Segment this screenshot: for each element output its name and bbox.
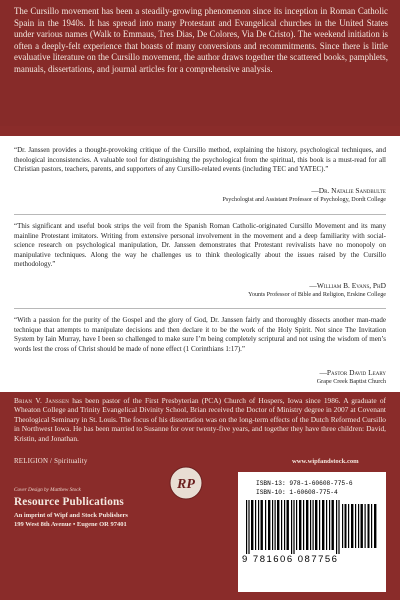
endorser-name-2: —William B. Evans, PhD [309,281,386,290]
endorser-title-2: Younts Professor of Bible and Religion, Erskine College [248,292,386,298]
price-barcode-icon [342,500,378,548]
publisher-name: Resource Publications [14,496,124,508]
divider [14,308,386,309]
author-bio [14,396,386,443]
cover-design-credit: Cover Design by Matthew Stock [14,487,81,493]
publisher-logo-icon [169,466,203,500]
endorsement-quote-3: “With a passion for the purity of the Gospel and the glory of God, Dr. Janssen fairly and thoroughly dissects another man-made technique that attempts to manipulate decisions and then declare it to be the work of the Holy Spirit. Not since The Invitation System by Iain Murray, have I been so challenged to make sure I’m being completely scriptural and not using the wisdom of men’s words lest the cross of Christ should be made of none effect (1 Corinthians 1:17).” [14,316,386,353]
divider [14,214,386,215]
endorser-title-3: Grape Creek Baptist Church [316,379,386,385]
barcode [238,472,386,592]
isbn-10: ISBN-10: 1-60608-775-4 [256,489,338,496]
endorser-name-1: —Dr. Natalie Sandbulte [311,186,386,195]
endorsements-block [0,136,400,392]
svg-text:RP: RP [177,477,195,492]
publisher-area [0,454,400,600]
category-label: RELIGION / Spirituality [14,458,88,465]
barcode-bars-icon [246,500,342,554]
endorser-name-3: —Pastor David Leary [319,368,386,377]
endorsement-quote-2: “This significant and useful book strips the veil from the Spanish Roman Catholic-originated Cursillo Movement and its many mainline Protestant imitators. Writing from extensive personal involvement in the movement and a deep familiarity with social-science research on psychological manipulation, Dr. Janssen demonstrates that Protestant revivalists have no monopoly on manipulative techniques. Along the way he challenges us to think theologically about the issues raised by the Cursillo methodology.” [14,222,386,269]
endorser-title-1: Psychologist and Assistant Professor of Psychology, Dordt College [222,197,386,203]
barcode-number: 9 781606 087756 [242,554,339,565]
author-bio-text: has been pastor of the First Presbyterian (PCA) Church of Hospers, Iowa since 1986. A graduate of Wheaton College and Trinity Evangelical Divinity School, Brian received the Doctor of Ministry degree in 2007 at Covenant Theological Seminary in St. Louis. The focus of his dissertation was on the long-term effects of the Dutch Reformed Cursillo in Northwest Iowa. He has been married to Susanne for over twenty-five years, and together they have three children: David, Kristin, and Jonathan. [14,396,386,443]
book-description: The Cursillo movement has been a steadily-growing phenomenon since its inception in Roman Catholic Spain in the 1940s. It has spread into many Protestant and Evangelical churches in the United States under various names (Walk to Emmaus, Tres Dias, De Colores, Via De Cristo). The weekend initiation is often a deeply-felt experience that boasts of many conversions and recommitments. Since there is little evaluative literature on the Cursillo movement, the author draws together the scattered books, pamphlets, manuals, dissertations, and journal articles for a comprehensive analysis. [14,6,388,74]
publisher-website: www.wipfandstock.com [292,458,359,465]
endorsement-quote-1: “Dr. Janssen provides a thought-provoking critique of the Cursillo method, explaining the history, psychological techniques, and theological inconsistencies. A valuable tool for distinguishing the psychological from the spiritual, this book is a must-read for all Christian pastors, teachers, parents, and supporters of any Cursillo-related events (including TEC and YATEC).” [14,146,386,174]
publisher-address: 199 West 8th Avenue • Eugene OR 97401 [14,521,127,528]
description-block [0,0,400,126]
publisher-imprint: An imprint of Wipf and Stock Publishers [14,512,128,519]
author-name: Brian V. Janssen [14,396,70,405]
isbn-13: ISBN-13: 978-1-60608-775-6 [256,480,353,487]
